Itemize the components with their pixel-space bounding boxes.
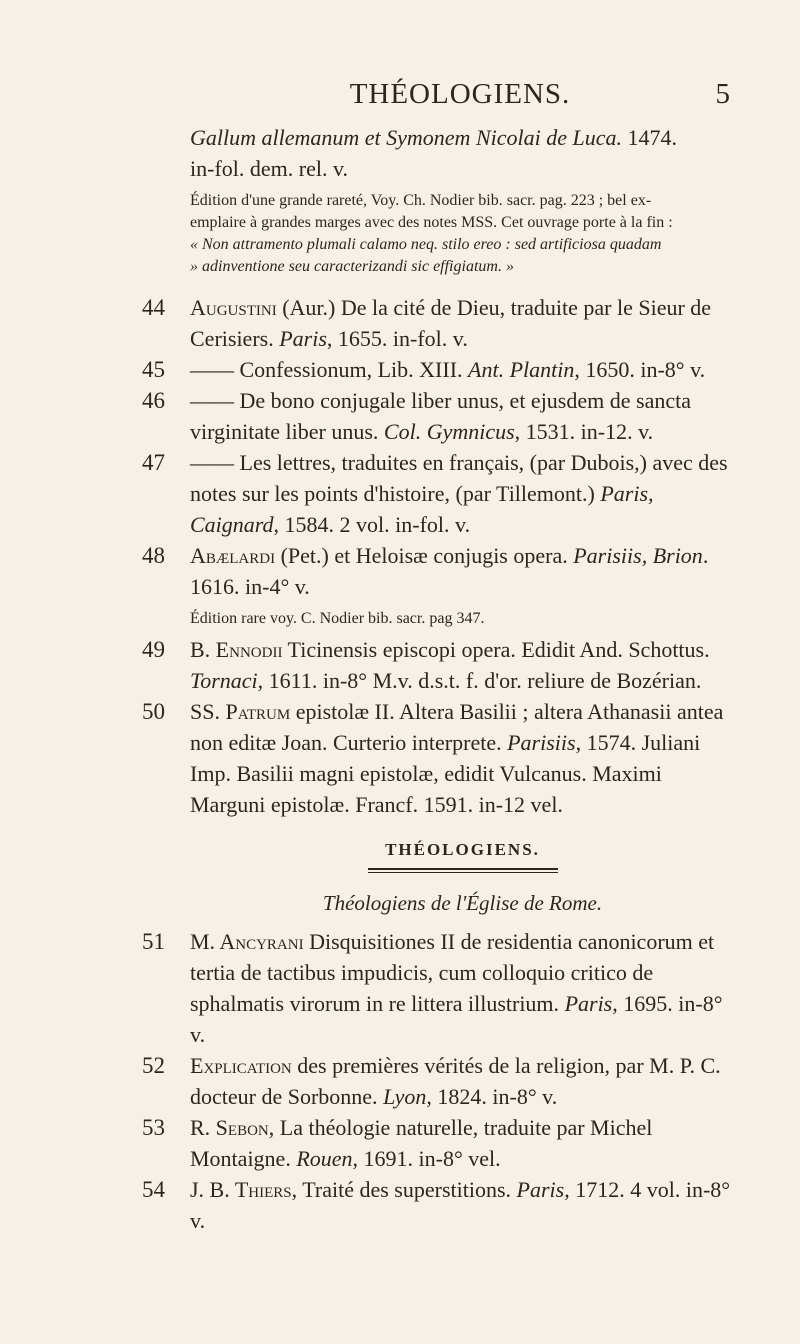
entry-number: 52: [142, 1053, 165, 1078]
entry-rest: . 1616. in-4° v.: [190, 543, 709, 599]
entry-place: Col. Gymnicus: [383, 419, 515, 444]
entry-44: [142, 292, 735, 354]
entry-rest: , 1824. in-8° v.: [426, 1084, 558, 1109]
entry-54: [142, 1174, 735, 1236]
entry-intro: [190, 122, 735, 184]
entry-place: Ant. Plantin: [468, 357, 575, 382]
entry-number: 49: [142, 637, 165, 662]
entry-text: Ticinensis episcopi opera. Edidit And. Schottus.: [282, 637, 710, 662]
entry-note: [190, 190, 735, 278]
entry-author: Abælardi: [190, 543, 276, 568]
entry-author: Explication: [190, 1053, 292, 1078]
entry-number: 48: [142, 543, 165, 568]
entry-text: , Traité des superstitions.: [291, 1177, 517, 1202]
entry-text: , La théologie naturelle, traduite par Michel Montaigne.: [190, 1115, 653, 1171]
entry-author: ——: [190, 450, 234, 475]
note-line: » adinventione seu caracterizandi sic effigiatum. »: [190, 258, 514, 275]
entry-place: Lyon: [383, 1084, 427, 1109]
entry-text: (Aur.) De la cité de Dieu, traduite par le Sieur de Cerisiers.: [190, 295, 712, 351]
entry-text: Disquisitiones II de residentia canonicorum et tertia de tactibus impudicis, cum colloquio critico de sphalmatis virorum in re littera illustrium.: [190, 929, 715, 1016]
entry-number: 54: [142, 1177, 165, 1202]
entry-place: Tornaci: [190, 668, 258, 693]
entry-46: [142, 385, 735, 447]
entry-52: [142, 1050, 735, 1112]
entry-text: des premières vérités de la religion, par M. P. C. docteur de Sorbonne.: [190, 1053, 721, 1109]
entry-45: [142, 354, 735, 385]
entry-text: Confessionum, Lib. XIII.: [234, 357, 469, 382]
entry-place: Parisiis, Brion: [573, 543, 703, 568]
entry-author: J. B. Thiers: [190, 1177, 292, 1202]
page-header: [190, 78, 730, 118]
entry-place: Parisiis: [507, 730, 576, 755]
entry-rest: , 1695. in-8° v.: [190, 991, 723, 1047]
entry-48: [142, 540, 735, 602]
entry-author: ——: [190, 357, 234, 382]
entry-53: [142, 1112, 735, 1174]
entry-text: Les lettres, traduites en français, (par Dubois,) avec des notes sur les points d'histoire, (par Tillemont.): [190, 450, 728, 506]
double-rule-top: [368, 868, 558, 870]
entry-year: 1474.: [627, 125, 677, 150]
entry-49: [142, 634, 735, 696]
entry-number: 50: [142, 699, 165, 724]
entry-text: (Pet.) et Heloisæ conjugis opera.: [275, 543, 574, 568]
entry-place: Paris, Caignard: [190, 481, 654, 537]
note-line: Édition d'une grande rareté, Voy. Ch. Nodier bib. sacr. pag. 223 ; bel ex-: [190, 192, 652, 209]
entry-title: Gallum allemanum et Symonem Nicolai de Luca.: [190, 125, 622, 150]
section-divider: [190, 840, 735, 916]
entry-place: Paris: [564, 991, 613, 1016]
note-line: emplaire à grandes marges avec des notes MSS. Cet ouvrage porte à la fin :: [190, 214, 673, 231]
entry-text: epistolæ II. Altera Basilii ; altera Athanasii antea non editæ Joan. Curterio interprete.: [190, 699, 724, 755]
entry-51: [142, 926, 735, 1050]
entry-number: 46: [142, 388, 165, 413]
entry-number: 45: [142, 357, 165, 382]
entry-author: B. Ennodii: [190, 637, 283, 662]
entry-number: 51: [142, 929, 165, 954]
page-number: 5: [715, 78, 730, 110]
section-heading: THÉOLOGIENS.: [385, 840, 540, 859]
entry-place: Rouen: [296, 1146, 353, 1171]
entry-rest: , 1655. in-fol. v.: [326, 326, 468, 351]
double-rule-bottom: [368, 872, 558, 873]
entry-text: De bono conjugale liber unus, et ejusdem de sancta virginitate liber unus.: [190, 388, 691, 444]
running-head: THÉOLOGIENS.: [349, 78, 571, 110]
entry-place: Paris: [279, 326, 327, 351]
entry-number: 47: [142, 450, 165, 475]
entry-rest: , 1584. 2 vol. in-fol. v.: [273, 512, 471, 537]
entry-50: [142, 696, 735, 820]
entry-number: 53: [142, 1115, 165, 1140]
entry-author: ——: [190, 388, 234, 413]
entry-author: SS. Patrum: [190, 699, 291, 724]
entry-rest: , 1691. in-8° vel.: [352, 1146, 501, 1171]
entry-rest: , 1650. in-8° v.: [574, 357, 706, 382]
entry-note: Édition rare voy. C. Nodier bib. sacr. pag 347.: [190, 610, 485, 627]
entry-author: M. Ancyrani: [190, 929, 304, 954]
entry-number: 44: [142, 295, 165, 320]
entry-rest: , 1611. in-8° M.v. d.s.t. f. d'or. reliure de Bozérian.: [257, 668, 702, 693]
entry-rest: , 1531. in-12. v.: [514, 419, 654, 444]
entry-place: Paris: [516, 1177, 565, 1202]
entry-47: [142, 447, 735, 540]
entry-rest: , 1574. Juliani Imp. Basilii magni epistolæ, edidit Vulcanus. Maximi Marguni epistolæ. Francf. 1591. in-12 vel.: [190, 730, 701, 817]
section-subheading: Théologiens de l'Église de Rome.: [322, 891, 603, 915]
note-line: « Non attramento plumali calamo neq. stilo ereo : sed artificiosa quadam: [190, 236, 662, 253]
entry-rest: , 1712. 4 vol. in-8° v.: [190, 1177, 731, 1233]
entry-author: Augustini: [190, 295, 277, 320]
entry-author: R. Sebon: [190, 1115, 269, 1140]
entry-format: in-fol. dem. rel. v.: [190, 156, 349, 181]
page-body: [142, 122, 735, 1236]
